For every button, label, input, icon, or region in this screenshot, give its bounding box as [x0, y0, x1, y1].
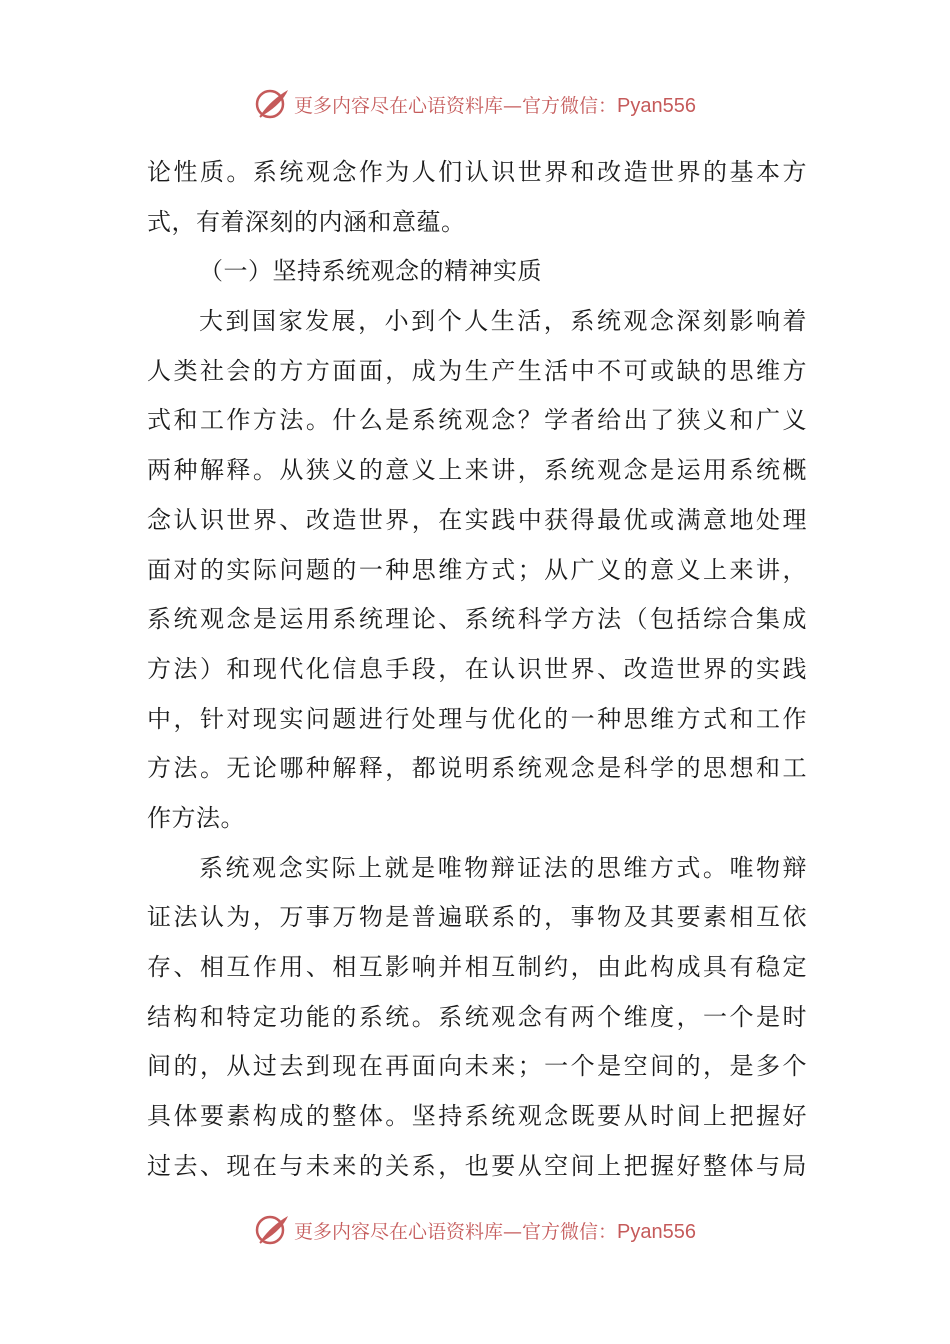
document-body	[147, 148, 807, 1191]
text-line: 式，有着深刻的内涵和意蕴。	[147, 207, 466, 236]
text-line: 念认识世界、改造世界，在实践中获得最优或满意地处理	[147, 505, 807, 534]
quill-pen-logo-icon	[254, 87, 290, 121]
text-line: 中，针对现实问题进行处理与优化的一种思维方式和工作	[147, 704, 807, 733]
text-line: 方法）和现代化信息手段，在认识世界、改造世界的实践	[147, 654, 807, 683]
text-line: 两种解释。从狭义的意义上来讲，系统观念是运用系统概	[147, 456, 807, 485]
text-line: 证法认为，万事万物是普遍联系的，事物及其要素相互依	[147, 903, 807, 932]
text-line: 大到国家发展，小到个人生活，系统观念深刻影响着	[199, 307, 807, 336]
text-line: 式和工作方法。什么是系统观念？学者给出了狭义和广义	[147, 406, 807, 435]
header-watermark-banner	[0, 84, 950, 124]
section-heading: （一）坚持系统观念的精神实质	[199, 257, 542, 286]
text-line: 间的，从过去到现在再面向未来；一个是空间的，是多个	[147, 1052, 807, 1081]
text-line: 人类社会的方方面面，成为生产生活中不可或缺的思维方	[147, 356, 807, 385]
banner-text: 更多内容尽在心语资料库—官方微信：Pyan556	[294, 1220, 696, 1243]
banner-text: 更多内容尽在心语资料库—官方微信：Pyan556	[294, 94, 696, 117]
text-line: 系统观念是运用系统理论、系统科学方法（包括综合集成	[147, 605, 807, 634]
text-line: 作方法。	[147, 803, 245, 832]
text-line: 论性质。系统观念作为人们认识世界和改造世界的基本方	[147, 158, 807, 186]
text-line: 具体要素构成的整体。坚持系统观念既要从时间上把握好	[147, 1102, 807, 1131]
text-line: 存、相互作用、相互影响并相互制约，由此构成具有稳定	[147, 953, 807, 981]
text-line: 方法。无论哪种解释，都说明系统观念是科学的思想和工	[147, 754, 807, 783]
quill-pen-logo-icon	[254, 1213, 290, 1247]
text-line: 系统观念实际上就是唯物辩证法的思维方式。唯物辩	[199, 853, 807, 882]
text-line: 过去、现在与未来的关系，也要从空间上把握好整体与局	[147, 1151, 807, 1180]
footer-watermark-banner	[0, 1210, 950, 1250]
text-line: 面对的实际问题的一种思维方式；从广义的意义上来讲，	[147, 555, 807, 584]
text-line: 结构和特定功能的系统。系统观念有两个维度，一个是时	[147, 1002, 807, 1031]
